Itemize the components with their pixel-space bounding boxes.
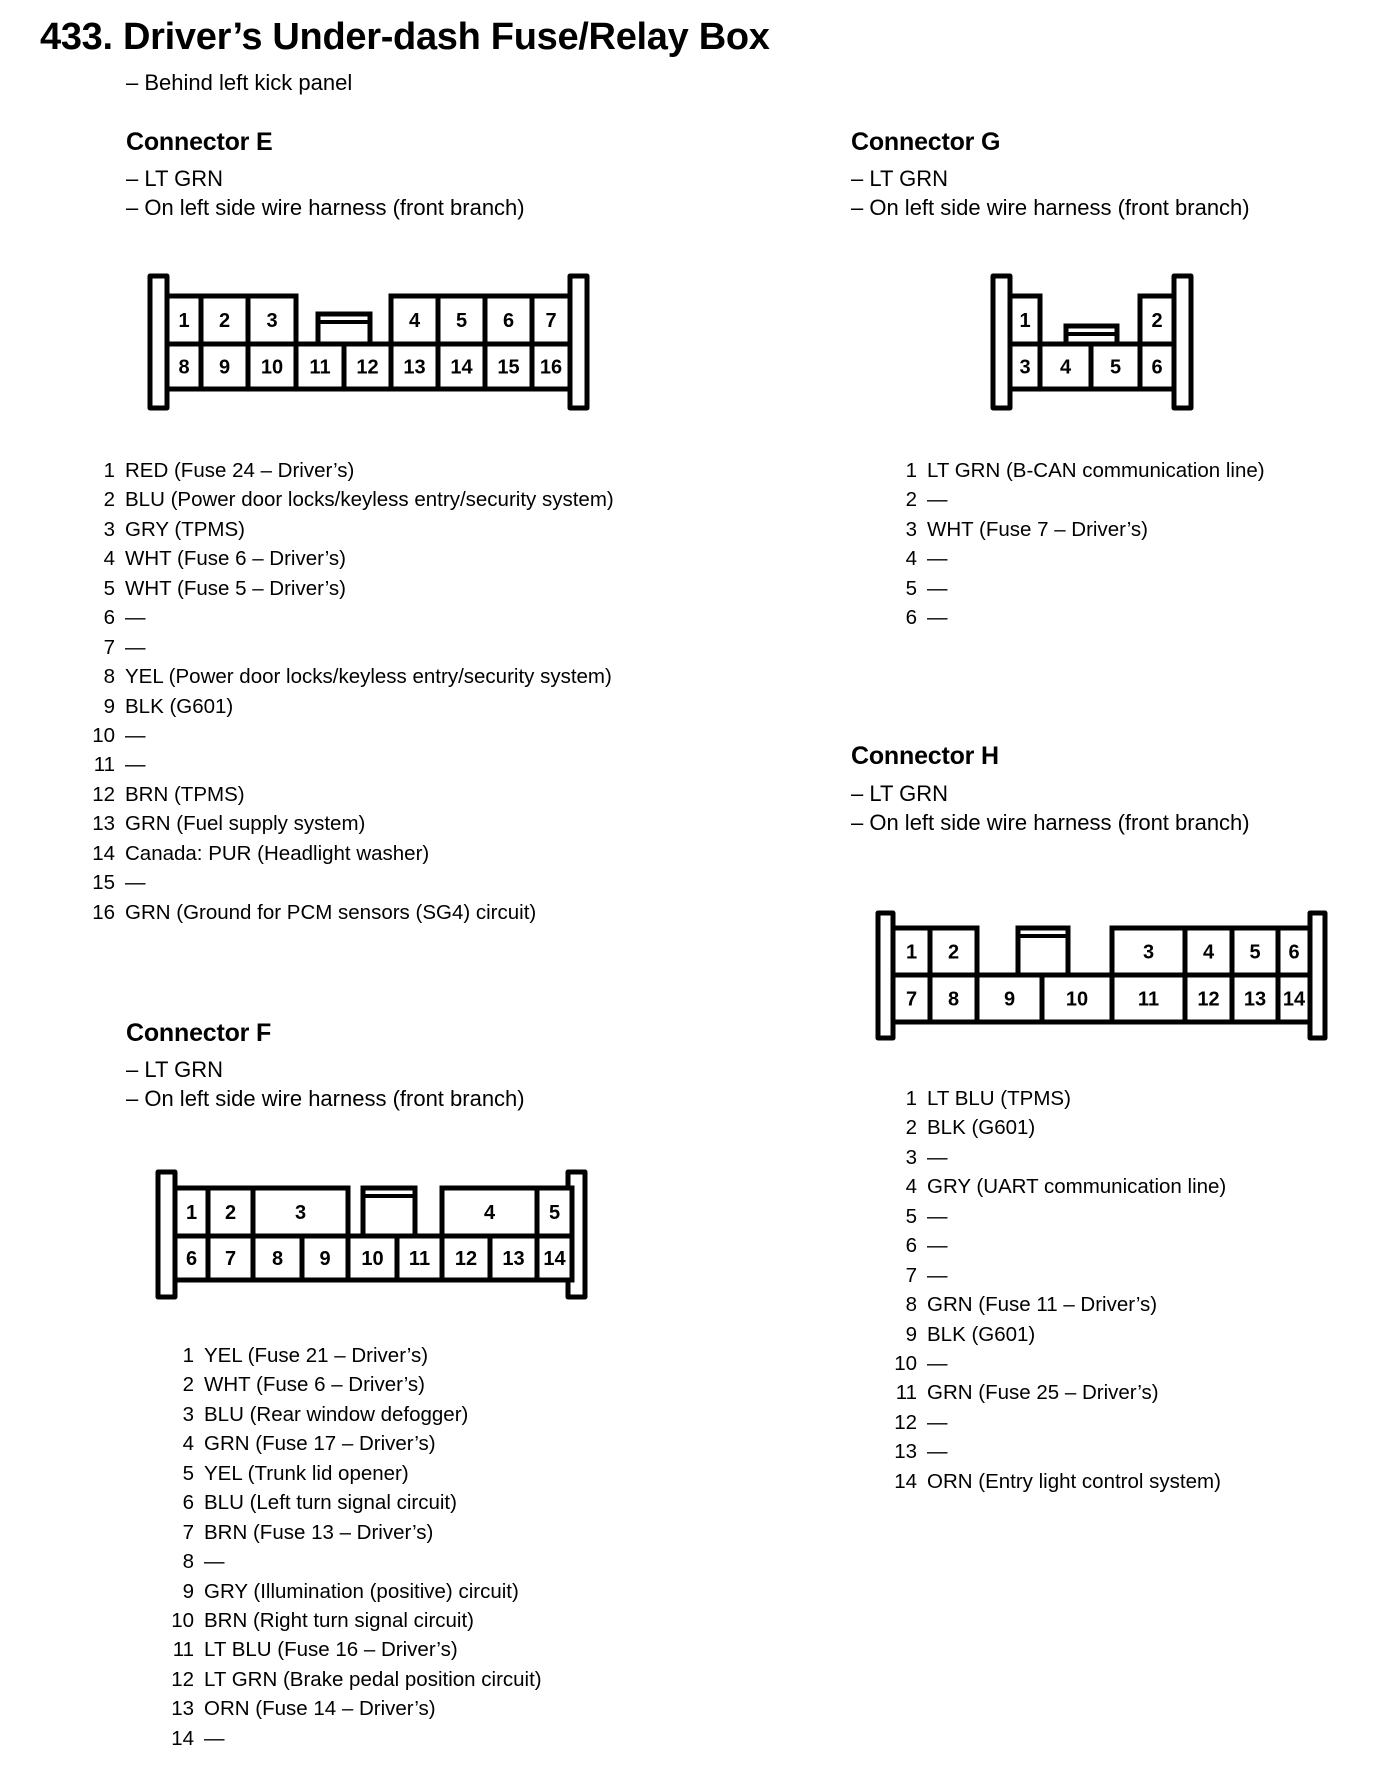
- pin-description: BRN (TPMS): [125, 782, 245, 806]
- pin-number: 12: [894, 1410, 917, 1434]
- pin-number: 14: [171, 1726, 194, 1750]
- cell-label: 14: [450, 356, 473, 379]
- connector-g-left-bracket: [993, 276, 1010, 408]
- pin-description: —: [927, 1204, 948, 1228]
- pin-number: 5: [905, 576, 917, 600]
- pin-number: 15: [92, 871, 115, 895]
- pin-number: 6: [103, 606, 115, 630]
- cell-label: 6: [185, 1248, 198, 1270]
- pin-description: YEL (Fuse 21 – Driver’s): [204, 1344, 429, 1367]
- pin-description: RED (Fuse 24 – Driver’s): [125, 459, 355, 482]
- connector-g-latch-bar: [1066, 332, 1117, 336]
- cell-label: 10: [260, 356, 284, 379]
- pin-description: YEL (Trunk lid opener): [204, 1461, 409, 1485]
- pin-description: GRN (Fuse 17 – Driver’s): [204, 1432, 436, 1456]
- cell-label: 13: [403, 356, 426, 379]
- pin-number: 3: [905, 1145, 917, 1169]
- cell-label: 2: [947, 941, 960, 964]
- pin-number: 8: [103, 665, 115, 689]
- pin-description: LT BLU (Fuse 16 – Driver’s): [204, 1638, 458, 1662]
- connector-g-heading: Connector G: [851, 128, 1001, 156]
- pin-description: BRN (Right turn signal circuit): [204, 1608, 474, 1632]
- pin-number: 1: [905, 459, 917, 482]
- pin-description: BRN (Fuse 13 – Driver’s): [204, 1520, 434, 1544]
- cell-label: 9: [218, 356, 231, 379]
- cell-label: 1: [178, 310, 190, 332]
- cell-label: 5: [1109, 356, 1122, 379]
- connector-f-location: – On left side wire harness (front branch): [126, 1086, 525, 1111]
- cell-label: 1: [185, 1202, 198, 1224]
- pin-description: —: [125, 723, 146, 747]
- connector-e-color: – LT GRN: [126, 166, 223, 191]
- cell-label: 2: [224, 1202, 237, 1224]
- pin-description: ORN (Fuse 14 – Driver’s): [204, 1697, 436, 1721]
- pin-description: —: [927, 1263, 948, 1287]
- connector-f-color: – LT GRN: [126, 1057, 223, 1082]
- pin-number: 6: [905, 1234, 917, 1258]
- pin-description: WHT (Fuse 6 – Driver’s): [204, 1373, 425, 1397]
- pin-description: —: [125, 753, 146, 777]
- cell-label: 7: [224, 1248, 237, 1270]
- cell-label: 3: [1019, 356, 1031, 379]
- pin-number: 7: [182, 1520, 194, 1544]
- pin-number: 5: [905, 1204, 917, 1228]
- pin-description: YEL (Power door locks/keyless entry/security system): [125, 665, 612, 689]
- pin-number: 13: [171, 1697, 194, 1721]
- pin-number: 2: [182, 1373, 194, 1397]
- cell-label: 14: [543, 1248, 566, 1270]
- pin-number: 5: [182, 1461, 194, 1485]
- cell-label: 12: [454, 1248, 478, 1270]
- pin-description: GRY (TPMS): [125, 517, 245, 541]
- cell-label: 8: [271, 1248, 284, 1270]
- pin-description: —: [125, 635, 146, 659]
- cell-label: 15: [497, 356, 520, 379]
- connector-h-color: – LT GRN: [851, 781, 948, 806]
- cell-label: 11: [309, 356, 331, 379]
- cell-label: 11: [408, 1248, 431, 1270]
- pin-number: 1: [182, 1344, 194, 1367]
- pin-description: BLK (G601): [927, 1116, 1036, 1140]
- pin-description: —: [125, 606, 146, 630]
- connector-h-heading: Connector H: [851, 742, 999, 770]
- pin-number: 3: [103, 517, 115, 541]
- pin-number: 9: [905, 1322, 917, 1346]
- pin-number: 8: [905, 1293, 917, 1317]
- connector-h-location: – On left side wire harness (front branch): [851, 810, 1250, 835]
- cell-label: 5: [548, 1202, 561, 1224]
- pin-description: ORN (Entry light control system): [927, 1469, 1221, 1493]
- cell-label: 3: [266, 310, 278, 332]
- pin-description: BLU (Power door locks/keyless entry/security system): [125, 488, 614, 512]
- cell-label: 8: [947, 988, 960, 1011]
- cell-label: 12: [1197, 988, 1220, 1011]
- pin-number: 11: [93, 753, 115, 777]
- page-title: 433. Driver’s Under-dash Fuse/Relay Box: [40, 16, 770, 58]
- pin-description: LT BLU (TPMS): [927, 1087, 1071, 1110]
- pin-description: —: [927, 547, 948, 571]
- pin-description: —: [927, 1234, 948, 1258]
- connector-e-right-bracket: [570, 276, 587, 408]
- cell-label: 16: [539, 356, 563, 379]
- cell-label: 11: [1137, 988, 1160, 1011]
- pin-description: LT GRN (B-CAN communication line): [927, 459, 1265, 482]
- cell-label: 7: [545, 310, 557, 332]
- pin-description: —: [125, 871, 146, 895]
- pin-number: 2: [905, 488, 917, 512]
- pin-number: 11: [895, 1381, 917, 1405]
- pin-description: —: [927, 1410, 948, 1434]
- pin-number: 4: [103, 547, 115, 571]
- pin-description: BLU (Rear window defogger): [204, 1402, 469, 1426]
- pin-description: —: [927, 1440, 948, 1464]
- cell-label: 1: [905, 941, 918, 964]
- pin-description: GRN (Fuel supply system): [125, 812, 366, 836]
- cell-label: 3: [1142, 941, 1155, 964]
- pin-number: 9: [103, 694, 115, 718]
- connector-f-heading: Connector F: [126, 1019, 272, 1047]
- connector-e-latch: [318, 314, 370, 344]
- pin-number: 2: [905, 1116, 917, 1140]
- pin-description: GRN (Fuse 11 – Driver’s): [927, 1293, 1158, 1317]
- pin-description: BLK (G601): [125, 694, 234, 718]
- pin-description: GRN (Ground for PCM sensors (SG4) circuit): [125, 900, 537, 924]
- cell-label: 12: [356, 356, 379, 379]
- pin-number: 10: [171, 1608, 194, 1632]
- connector-e-location: – On left side wire harness (front branch): [126, 195, 525, 220]
- pin-number: 7: [905, 1263, 917, 1287]
- pin-number: 13: [92, 812, 115, 836]
- pin-number: 4: [905, 1175, 917, 1199]
- pin-number: 4: [905, 547, 917, 571]
- pin-description: GRY (Illumination (positive) circuit): [204, 1579, 519, 1603]
- cell-label: 13: [502, 1248, 525, 1270]
- pin-number: 13: [894, 1440, 917, 1464]
- cell-label: 8: [178, 356, 190, 379]
- pin-description: —: [927, 576, 948, 600]
- cell-label: 13: [1243, 988, 1267, 1011]
- pin-number: 5: [103, 576, 115, 600]
- cell-label: 9: [1003, 988, 1016, 1011]
- pin-number: 10: [92, 723, 115, 747]
- connector-g-color: – LT GRN: [851, 166, 948, 191]
- pin-description: —: [927, 606, 948, 630]
- cell-label: 4: [1059, 356, 1072, 379]
- pin-description: —: [204, 1550, 225, 1574]
- pin-number: 12: [171, 1667, 194, 1691]
- cell-label: 1: [1019, 310, 1031, 332]
- connector-e-latch-bar: [318, 320, 370, 324]
- pin-number: 8: [182, 1550, 194, 1574]
- pin-number: 14: [92, 841, 115, 865]
- cell-label: 6: [1288, 941, 1300, 964]
- connector-f-latch-bar: [363, 1194, 415, 1198]
- pin-description: BLU (Left turn signal circuit): [204, 1491, 457, 1515]
- cell-label: 4: [1202, 941, 1215, 964]
- pin-description: —: [927, 488, 948, 512]
- cell-label: 9: [319, 1248, 331, 1270]
- pin-number: 9: [182, 1579, 194, 1603]
- pin-description: —: [204, 1726, 225, 1750]
- pin-number: 1: [103, 459, 115, 482]
- cell-label: 5: [1249, 941, 1261, 964]
- cell-label: 2: [1151, 310, 1163, 332]
- pin-number: 7: [103, 635, 115, 659]
- pin-description: —: [927, 1145, 948, 1169]
- pin-description: GRN (Fuse 25 – Driver’s): [927, 1381, 1159, 1405]
- pin-number: 16: [92, 900, 115, 924]
- connector-f-left-bracket: [158, 1172, 175, 1297]
- pin-description: GRY (UART communication line): [927, 1175, 1227, 1199]
- cell-label: 2: [218, 310, 231, 332]
- pin-description: Canada: PUR (Headlight washer): [125, 841, 430, 865]
- connector-h-latch-bar: [1018, 934, 1068, 938]
- cell-label: 5: [455, 310, 468, 332]
- pin-number: 2: [103, 488, 115, 512]
- connector-e-heading: Connector E: [126, 128, 273, 156]
- pin-description: —: [927, 1351, 948, 1375]
- cell-label: 3: [294, 1202, 307, 1224]
- cell-label: 14: [1282, 988, 1306, 1011]
- pin-description: WHT (Fuse 7 – Driver’s): [927, 517, 1148, 541]
- cell-label: 4: [483, 1202, 496, 1224]
- pin-number: 6: [905, 606, 917, 630]
- page-subtitle: – Behind left kick panel: [126, 70, 353, 95]
- pin-number: 4: [182, 1432, 194, 1456]
- cell-label: 6: [502, 310, 515, 332]
- pin-number: 1: [905, 1087, 917, 1110]
- cell-label: 10: [1065, 988, 1089, 1011]
- cell-label: 10: [361, 1248, 384, 1270]
- cell-label: 4: [408, 310, 421, 332]
- pin-number: 12: [92, 782, 115, 806]
- pin-description: WHT (Fuse 6 – Driver’s): [125, 547, 346, 571]
- pin-number: 3: [905, 517, 917, 541]
- pin-number: 14: [894, 1469, 917, 1493]
- pin-number: 11: [172, 1638, 194, 1662]
- connector-e-left-bracket: [150, 276, 167, 408]
- cell-label: 6: [1151, 356, 1163, 379]
- connector-g-right-bracket: [1174, 276, 1191, 408]
- pin-description: BLK (G601): [927, 1322, 1036, 1346]
- pin-description: WHT (Fuse 5 – Driver’s): [125, 576, 346, 600]
- pin-number: 10: [894, 1351, 917, 1375]
- pin-number: 6: [182, 1491, 194, 1515]
- pin-number: 3: [182, 1402, 194, 1426]
- pin-description: LT GRN (Brake pedal position circuit): [204, 1667, 542, 1691]
- connector-g-location: – On left side wire harness (front branch): [851, 195, 1250, 220]
- cell-label: 7: [905, 988, 918, 1011]
